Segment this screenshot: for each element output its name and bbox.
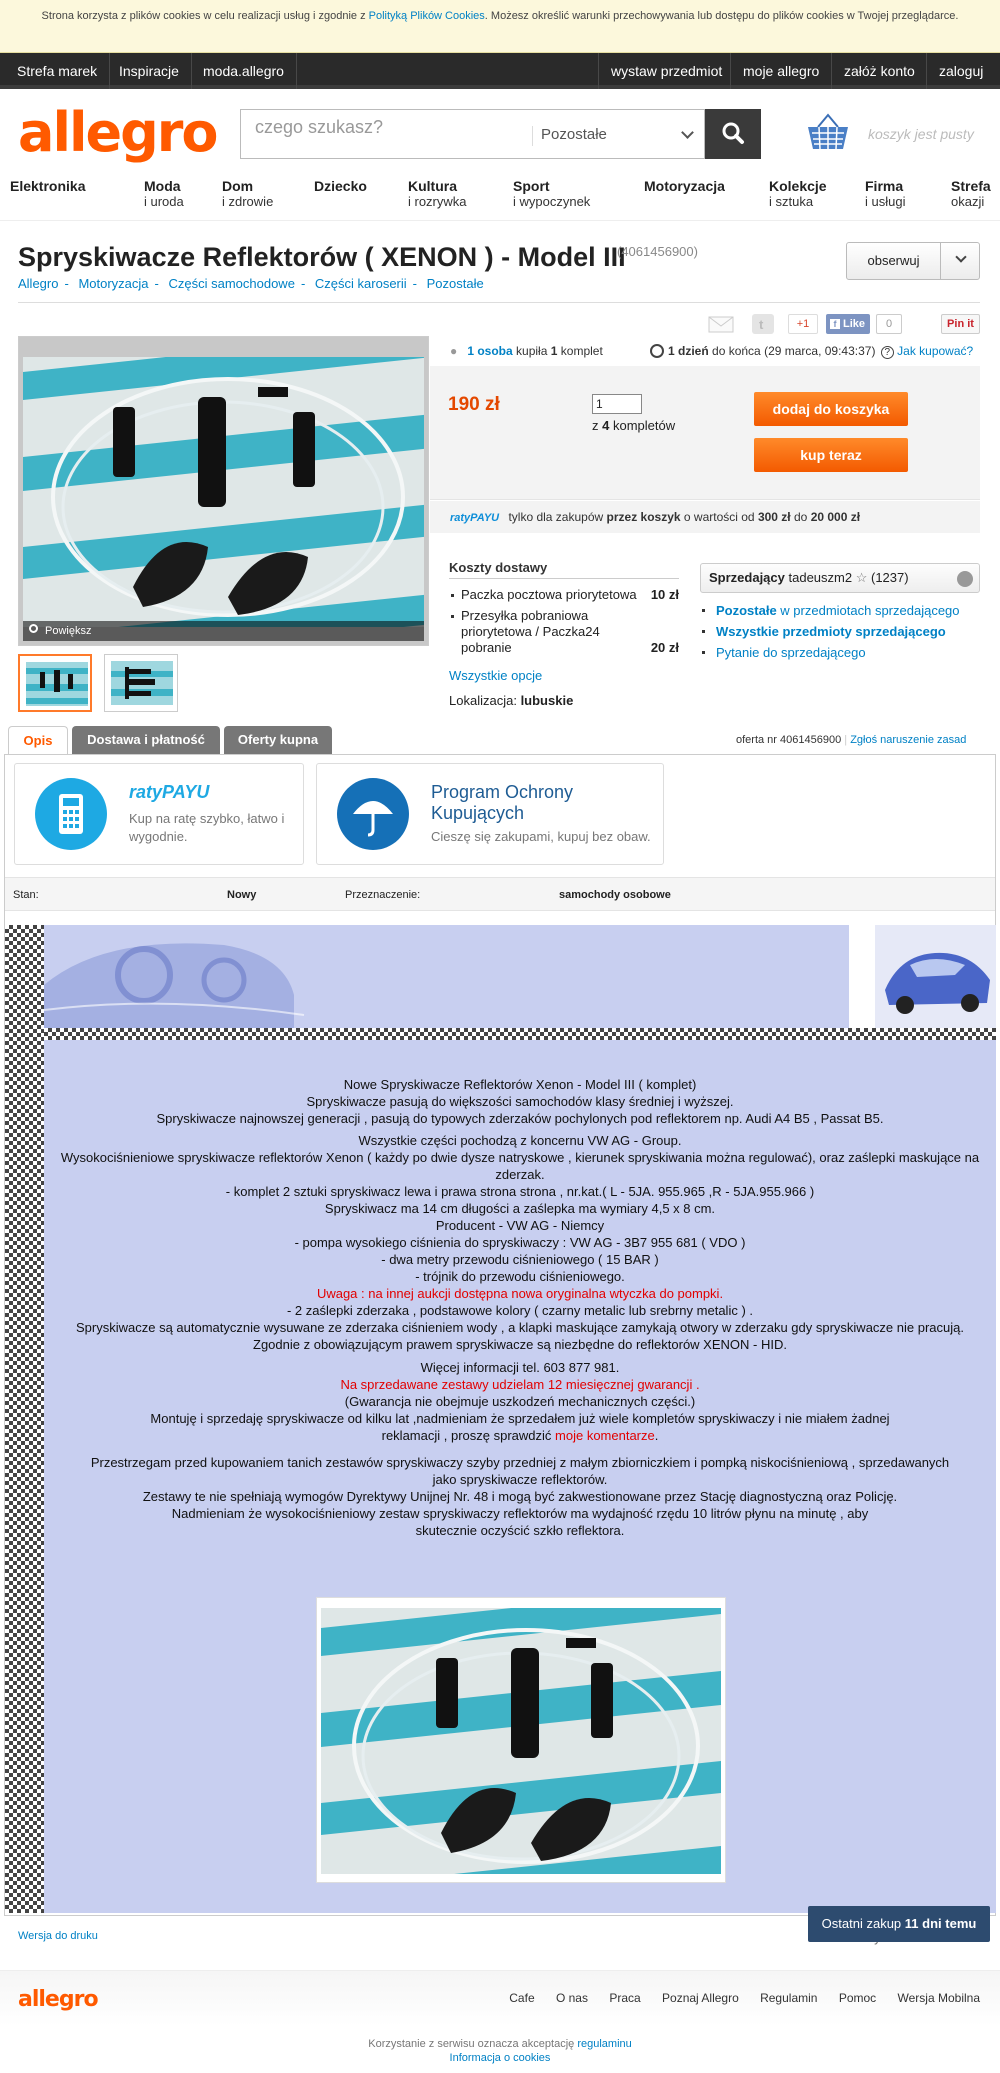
promo-raty-payu[interactable] [14, 763, 304, 865]
seller-link-all-items[interactable]: Wszystkie przedmioty sprzedającego [700, 623, 990, 640]
basket-icon[interactable] [806, 113, 850, 156]
like-count: 0 [876, 314, 902, 334]
breadcrumb-czesci-karoserii[interactable]: Części karoserii [314, 276, 407, 291]
category-moda[interactable]: Moda i uroda [144, 178, 184, 209]
seller-link-other-items[interactable]: Pozostałe w przedmiotach sprzedającego [700, 602, 990, 619]
chevron-down-icon[interactable] [957, 571, 973, 587]
topbar-strefa-marek[interactable]: Strefa marek [5, 53, 110, 89]
buy-now-button[interactable]: kup teraz [754, 438, 908, 472]
category-motoryzacja[interactable]: Motoryzacja [644, 178, 725, 194]
checkered-border [44, 1028, 996, 1040]
footer-link-o-nas[interactable]: O nas [555, 1991, 588, 2005]
allegro-logo[interactable]: allegro [18, 101, 217, 164]
category-kultura[interactable]: Kultura i rozrywka [408, 178, 467, 209]
search-category-value: Pozostałe [541, 126, 607, 143]
footer-link-poznaj[interactable]: Poznaj Allegro [662, 1991, 739, 2005]
footer [0, 1970, 1000, 2026]
category-elektronika[interactable]: Elektronika [10, 178, 86, 194]
how-to-buy-link[interactable]: Jak kupować? [897, 344, 974, 358]
email-share-icon[interactable] [708, 314, 734, 334]
purchase-summary: ● 1 osoba kupiła 1 komplet [450, 344, 603, 358]
zoom-label: Powiększ [45, 625, 92, 637]
cookie-policy-link[interactable]: Polityką Plików Cookies [368, 10, 485, 22]
price: 190 zł [448, 394, 500, 415]
raty-payu-logo: ratyPAYU [450, 512, 500, 524]
twitter-icon[interactable] [752, 314, 774, 334]
breadcrumb-motoryzacja[interactable]: Motoryzacja [78, 276, 149, 291]
terms-link[interactable]: regulaminu [577, 2038, 632, 2050]
promo-title: ratyPAYU [129, 782, 210, 802]
footer-link-pomoc[interactable]: Pomoc [838, 1991, 877, 2005]
pinterest-button[interactable]: Pin it [941, 314, 980, 334]
search-icon [705, 109, 761, 159]
main-product-image[interactable] [18, 336, 429, 646]
search-input[interactable]: czego szukasz? [255, 117, 384, 137]
category-kolekcje[interactable]: Kolekcje i sztuka [769, 178, 827, 209]
footer-logo[interactable]: allegro [18, 1987, 98, 2012]
description-text: Nowe Spryskiwacze Reflektorów Xenon - Model III ( komplet) Spryskiwacze pasują do większości samochodów klasy średniej i wyższej. Spryskiwacze najnowszej generacji , pasują do typowych zderzaków pochylonych pod reflektorem np. Audi A4 B5 , Passat B5. Wszystkie części pochodzą z koncernu VW AG - Group. Wysokociśnieniowe spryskiwacze reflektorów Xenon ( każdy po dwie dysze natryskowe , kierunek spryskiwania można regulować), oraz zaślepki maskujące na zderzak. - komplet 2 sztuki spryskiwacz lewa i prawa strona strona , nr.kat.( L - 5JA. 955.965 ,R - 5JA.955.966 ) Spryskiwacz ma 14 cm długości a zaślepka ma wymiary 4,5 x 8 cm. Producent - VW AG - Niemcy - pompa wysokiego ciśnienia do spryskiwaczy : VW AG - 3B7 955 681 ( VDO ) - dwa metry przewodu ciśnieniowego ( 15 BAR ) - trójnik do przewodu ciśnieniowego. Uwaga : na innej aukcji dostępna nowa oryginalna wtyczka do pompki. - 2 zaślepki zderzaka , podstawowe kolory ( czarny metalic lub srebrny metalic ) . Spryskiwacze są automatycznie wysuwane ze zderzaka ciśnieniem wody , a klapki maskujące zamykają otwory w zderzaku gdy spryskiwacze nie pracują. Zgodnie z obowiązującym prawem spryskiwacze są niezbędne do reflektorów XENON - HID. Więcej informacji tel. 603 877 981. Na sprzedawane zestawy udzielam 12 miesięcznej gwarancji . (Gwarancja nie obejmuje uszkodzeń mechanicznych części.) Montuję i sprzedaję spryskiwacze od kilku lat ,nadmieniam że sprzedałem już wiele kompletów spryskiwaczy i nie miałem żadnej reklamacji , proszę sprawdzić moje komentarze. Przestrzegam przed kupowaniem tanich zestawów spryskiwaczy szyby przedniej z małym zbiorniczkiem i pompką niskociśnieniową , sprzedawanych jako spryskiwacze reflektorów. Zestawy te nie spełniają wymogów Dyrektywy Unijnej Nr. 48 i mogą być zakwestionowane przez Stację diagnostyczną oraz Policję. Nadmieniam że wysokociśnieniowy zestaw spryskiwaczy reflektorów ma wydajność rzędu 10 litrów płynu na minutę , aby skutecznie oczyścić szkło reflektora. [60, 1077, 980, 1538]
buy-box [430, 366, 980, 500]
topbar-moje-allegro[interactable]: moje allegro [730, 53, 831, 89]
breadcrumb: Allegro - Motoryzacja - Części samochodowe - Części karoserii - Pozostałe [18, 276, 484, 291]
cookie-text: Strona korzysta z plików cookies w celu realizacji usług i zgodnie z [41, 10, 369, 22]
watch-label: obserwuj [847, 243, 941, 279]
zoom-button[interactable] [23, 621, 424, 641]
seller-name[interactable]: tadeuszm2 [788, 570, 853, 585]
like-label: Like [843, 318, 866, 330]
buyers-link[interactable]: 1 osoba [467, 344, 513, 358]
breadcrumb-pozostale[interactable]: Pozostałe [426, 276, 484, 291]
footer-link-cafe[interactable]: Cafe [509, 1991, 535, 2005]
thumbnail-1[interactable] [18, 654, 92, 712]
promo-subtitle: Cieszę się zakupami, kupuj bez obaw. [431, 829, 651, 844]
gplus-button[interactable] [788, 314, 818, 334]
category-sport[interactable]: Sport i wypoczynek [513, 178, 591, 209]
topbar-inspiracje[interactable]: Inspiracje [107, 53, 192, 89]
print-version-link[interactable]: Wersja do druku [18, 1930, 98, 1942]
quantity-input[interactable]: 1 [592, 394, 642, 414]
offer-title: Spryskiwacze Reflektorów ( XENON ) - Model III [18, 242, 626, 272]
cookies-info-link[interactable]: Informacja o cookies [449, 2052, 551, 2064]
raty-payu-info: ratyPAYU tylko dla zakupów przez koszyk o wartości od 300 zł do 20 000 zł [430, 501, 980, 533]
time-remaining: 1 dzień do końca (29 marca, 09:43:37) ? Jak kupować? [650, 344, 973, 359]
category-dziecko[interactable]: Dziecko [314, 178, 367, 194]
facebook-like-button[interactable] [826, 314, 870, 334]
param-przeznaczenie: samochody osobowe [559, 889, 671, 901]
promo-title: Program Ochrony Kupujących [431, 782, 574, 823]
thumbnail-photo [111, 661, 173, 705]
all-shipping-options-link[interactable]: Wszystkie opcje [449, 668, 543, 683]
category-strefa-okazji[interactable]: Strefa okazji [951, 178, 991, 209]
search-box[interactable] [240, 109, 705, 159]
topbar-zaloguj[interactable]: zaloguj [926, 53, 995, 89]
help-icon: ? [881, 346, 894, 359]
product-photo [23, 357, 424, 627]
breadcrumb-allegro[interactable]: Allegro [18, 276, 59, 291]
promo-buyer-protection[interactable] [316, 763, 664, 865]
star-icon: ☆ [855, 570, 868, 585]
search-category-select[interactable] [532, 126, 702, 146]
chevron-down-icon[interactable] [955, 251, 966, 262]
category-dom[interactable]: Dom i zdrowie [222, 178, 274, 209]
magnifier-icon [29, 624, 38, 633]
divider [18, 302, 980, 303]
topbar-zaloz-konto[interactable]: załóż konto [831, 53, 927, 89]
description-product-image [316, 1597, 726, 1883]
location: Lokalizacja: lubuskie [449, 693, 574, 708]
last-purchase-popup: Ostatni zakup 11 dni temu [808, 1906, 990, 1942]
add-to-cart-button[interactable]: dodaj do koszyka [754, 392, 908, 426]
offer-id: (4061456900) [617, 244, 698, 259]
users-icon: ● [450, 344, 458, 358]
footer-link-regulamin[interactable]: Regulamin [760, 1991, 818, 2005]
shipping-costs [449, 560, 679, 708]
topbar-moda-allegro[interactable]: moda.allegro [191, 53, 297, 89]
cart-status[interactable]: koszyk jest pusty [868, 126, 974, 142]
shipping-title: Koszty dostawy [449, 560, 679, 579]
footer-link-mobile[interactable]: Wersja Mobilna [897, 1991, 980, 2005]
thumbnail-photo [26, 662, 88, 706]
dashboard-banner [44, 925, 849, 1028]
shipping-option: Przesyłka pobraniowa priorytetowa / Paczka24 pobranie 20 zł [449, 608, 679, 656]
seller-comments-link[interactable]: moje komentarze [555, 1428, 655, 1443]
dashboard-image [44, 925, 849, 1028]
calculator-icon [35, 778, 107, 850]
umbrella-icon [337, 778, 409, 850]
tab-oferty-kupna[interactable]: Oferty kupna [224, 726, 332, 754]
category-nav [0, 177, 1000, 221]
footer-note: Korzystanie z serwisu oznacza akceptację regulaminu Informacja o cookies [0, 2037, 1000, 2065]
footer-links [491, 1991, 980, 2005]
search-button[interactable] [705, 109, 761, 159]
svg-text:t: t [759, 317, 764, 332]
seller-box[interactable]: Sprzedający tadeuszm2 ☆ (1237) [700, 563, 980, 593]
seller-links [700, 602, 990, 665]
breadcrumb-czesci-samochodowe[interactable]: Części samochodowe [168, 276, 295, 291]
facebook-icon: f [830, 319, 840, 329]
topbar-wystaw-przedmiot[interactable]: wystaw przedmiot [598, 53, 734, 89]
top-bar [0, 53, 1000, 89]
report-link[interactable]: Zgłoś naruszenie zasad [850, 734, 967, 746]
cookie-text-after: . Możesz określić warunki przechowywania lub dostępu do plików cookies w Twojej przeglądarce. [484, 10, 959, 22]
header [0, 89, 1000, 177]
promo-subtitle: Kup na ratę szybko, łatwo i wygodnie. [129, 811, 285, 844]
chevron-down-icon [681, 126, 694, 139]
tab-opis[interactable]: Opis [8, 726, 68, 754]
offer-number: oferta nr 4061456900 | Zgłoś naruszenie zasad [736, 734, 967, 746]
footer-link-praca[interactable]: Praca [609, 1991, 641, 2005]
available-quantity: z 4 kompletów [592, 418, 676, 433]
category-firma[interactable]: Firma i usługi [865, 178, 906, 209]
product-photo [321, 1608, 721, 1874]
watch-button[interactable] [846, 242, 980, 280]
shipping-option: Paczka pocztowa priorytetowa 10 zł [449, 587, 679, 603]
item-parameters: Stan: Nowy Przeznaczenie: samochody osobowe [5, 877, 995, 911]
car-image [875, 925, 996, 1028]
tab-dostawa[interactable]: Dostawa i płatność [72, 726, 220, 754]
clock-icon [650, 344, 664, 358]
offer-description [44, 1040, 996, 1913]
gplus-label: +1 [796, 318, 810, 330]
thumbnail-2[interactable] [104, 654, 178, 712]
param-stan: Nowy [227, 889, 257, 901]
seller-link-question[interactable]: Pytanie do sprzedającego [700, 644, 990, 661]
seller-rating: (1237) [871, 570, 909, 585]
checkered-border [5, 925, 45, 1913]
cookie-bar [0, 0, 1000, 53]
